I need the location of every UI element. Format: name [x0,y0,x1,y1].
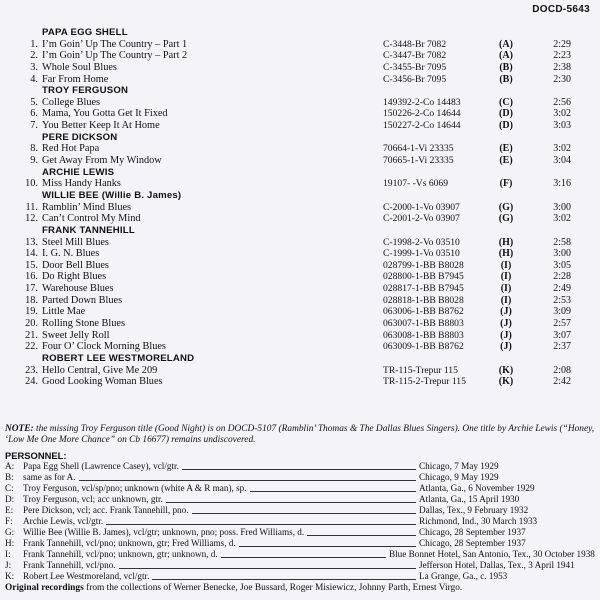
track-session-letter: (A) [499,38,513,50]
track-title: Far From Home [42,73,109,85]
personnel-label: C: [5,483,14,493]
personnel-row [5,560,595,571]
track-title: Sweet Jelly Roll [42,329,110,341]
personnel-row [5,538,595,549]
track-session-letter: (I) [500,294,512,306]
artist-heading-row [0,85,600,97]
track-title: Four O’ Clock Morning Blues [42,341,166,353]
personnel-row [5,472,595,483]
track-number: 16. [25,271,38,283]
track-duration: 2:37 [553,341,571,353]
track-row [0,108,600,120]
personnel-row [5,549,595,560]
leader-line [106,524,416,525]
track-session-letter: (H) [498,248,514,260]
track-matrix: 063008-1-BB B8803 [383,329,464,341]
track-matrix: 063009-1-BB B8762 [383,341,464,353]
track-title: Ramblin’ Mind Blues [42,201,132,213]
track-matrix: C-1999-1-Vo 03510 [383,248,460,260]
artist-name: PAPA EGG SHELL [42,27,128,38]
track-title: Parted Down Blues [42,294,123,306]
track-duration: 3:16 [553,178,571,190]
track-matrix: 19107- -Vs 6069 [383,178,449,190]
personnel-row [5,494,595,505]
track-session-letter: (J) [500,341,512,353]
track-number: 3. [30,61,38,73]
track-matrix: 063006-1-BB B8762 [383,306,464,318]
leader-line [152,579,416,580]
track-row [0,376,600,388]
track-duration: 2:49 [553,283,571,295]
track-number: 2. [30,50,38,62]
track-number: 12. [25,213,38,225]
track-duration: 2:42 [553,376,571,388]
track-row [0,39,600,51]
track-title: Rolling Stone Blues [42,318,125,330]
track-row [0,120,600,132]
track-duration: 2:58 [553,236,571,248]
original-recordings-text: from the collections of Werner Benecke, Joe Bussard, Roger Misiewicz, Johnny Parth, Ernest Virgo. [83,583,463,593]
track-row [0,97,600,109]
track-session-letter: (G) [498,201,514,213]
track-matrix: 028817-1-BB B7945 [383,283,464,295]
track-matrix: TR-115-Trepur 115 [383,364,458,376]
track-session-letter: (B) [499,73,513,85]
track-duration: 2:29 [553,38,571,50]
original-recordings-credit [5,583,462,593]
artist-name: PERE DICKSON [42,131,118,143]
track-matrix: 150227-2-Co 14644 [383,120,461,132]
note-text: the missing Troy Ferguson title (Good Night) is on DOCD-5107 (Ramblin’ Thomas & The Dallas Blues Singers). One title by Archie Lewis (“Honey, ‘Low Me One More Chance” on Cb 16677) remains undiscovered. [5,424,595,445]
track-matrix: TR-115-2-Trepur 115 [383,376,466,388]
track-list [0,27,600,388]
artist-heading-row [0,225,600,237]
note-paragraph [5,424,595,446]
track-number: 1. [30,38,38,50]
track-number: 24. [25,376,38,388]
track-row [0,295,600,307]
personnel-description: Papa Egg Shell (Lawrence Casey), vcl/gtr. [23,461,179,471]
personnel-row [5,461,595,472]
track-session-letter: (H) [498,236,514,248]
personnel-date-place: Jefferson Hotel, Dallas, Tex., 3 April 1941 [419,560,575,570]
personnel-description: Frank Tannehill, vcl/pno; unknown, gtr; Fred Williams, d. [23,538,236,548]
track-duration: 2:56 [553,96,571,108]
track-row [0,306,600,318]
catalog-number: DOCD-5643 [532,4,590,15]
track-title: I. G. N. Blues [42,248,100,260]
track-number: 18. [25,294,38,306]
track-title: Miss Handy Hanks [42,178,121,190]
track-title: I’m Goin’ Up The Country – Part 2 [42,50,188,62]
personnel-row [5,505,595,516]
personnel-row [5,516,595,527]
track-session-letter: (I) [500,271,512,283]
artist-name: ARCHIE LEWIS [42,166,115,178]
track-matrix: 150226-2-Co 14644 [383,108,461,120]
track-row [0,271,600,283]
track-session-letter: (C) [499,96,513,108]
track-number: 20. [25,318,38,330]
personnel-description: Willie Bee (Willie B. James), vcl/gtr; unknown, pno; poss. Fred Williams, d. [23,527,305,537]
leader-line [182,469,416,470]
personnel-date-place: Chicago, 28 September 1937 [419,527,526,537]
track-title: Warehouse Blues [42,283,114,295]
track-duration: 3:00 [553,248,571,260]
leader-line [239,546,416,547]
artist-name: ROBERT LEE WESTMORELAND [42,352,195,364]
track-row [0,341,600,353]
track-title: Little Mae [42,306,86,318]
personnel-date-place: Atlanta, Ga., 15 April 1930 [419,494,520,504]
track-duration: 3:05 [553,259,571,271]
track-session-letter: (E) [499,155,513,167]
track-duration: 2:30 [553,73,571,85]
track-title: Hello Central, Give Me 209 [42,364,158,376]
track-matrix: C-3455-Br 7095 [383,61,447,73]
leader-line [192,513,416,514]
personnel-description: Frank Tannehill, vcl/pno; unknown, gtr; unknown, d. [23,549,218,559]
personnel-label: B: [5,472,14,482]
leader-line [119,568,416,569]
personnel-date-place: Chicago, 9 May 1929 [419,472,499,482]
track-session-letter: (G) [498,213,514,225]
track-duration: 3:02 [553,108,571,120]
track-row [0,143,600,155]
personnel-description: Troy Ferguson, vcl/sp/pno; unknown (white A & R man), sp. [23,483,247,493]
track-number: 23. [25,364,38,376]
personnel-description: Troy Ferguson, vcl; acc unknown, gtr. [23,494,163,504]
track-matrix: C-2000-1-Vo 03907 [383,201,460,213]
track-session-letter: (J) [500,318,512,330]
track-row [0,202,600,214]
personnel-label: D: [5,494,15,504]
artist-name: WILLIE BEE (Willie B. James) [42,189,182,201]
personnel-date-place: Richmond, Ind., 30 March 1933 [419,516,538,526]
track-number: 19. [25,306,38,318]
personnel-label: I: [5,549,11,559]
personnel-description: Pere Dickson, vcl; acc. Frank Tannehill, pno. [23,505,189,515]
personnel-date-place: La Grange, Ga., c. 1953 [419,571,508,581]
artist-heading-row [0,132,600,144]
track-number: 22. [25,341,38,353]
track-row [0,213,600,225]
track-title: Red Hot Papa [42,143,100,155]
track-matrix: 149392-2-Co 14483 [383,96,461,108]
track-session-letter: (I) [500,259,512,271]
track-duration: 2:23 [553,50,571,62]
track-session-letter: (I) [500,283,512,295]
track-row [0,260,600,272]
track-matrix: C-2001-2-Vo 03907 [383,213,460,225]
track-session-letter: (A) [499,50,513,62]
personnel-label: G: [5,527,15,537]
personnel-date-place: Chicago, 7 May 1929 [419,461,499,471]
personnel-row [5,571,595,582]
track-duration: 3:09 [553,306,571,318]
track-title: Door Bell Blues [42,259,109,271]
personnel-row [5,527,595,538]
track-duration: 3:03 [553,120,571,132]
personnel-description: Archie Lewis, vcl/gtr. [23,516,104,526]
personnel-row [5,483,595,494]
track-title: You Better Keep It At Home [42,120,160,132]
original-recordings-label: Original recordings [5,583,84,593]
personnel-date-place: Atlanta, Ga., 6 November 1929 [419,483,535,493]
track-row [0,283,600,295]
track-number: 7. [30,120,38,132]
personnel-description: Robert Lee Westmoreland, vcl/gtr. [23,571,150,581]
track-session-letter: (K) [498,364,514,376]
track-number: 13. [25,236,38,248]
personnel-label: F: [5,516,13,526]
track-duration: 2:53 [553,294,571,306]
track-row [0,318,600,330]
track-duration: 2:28 [553,271,571,283]
track-number: 5. [30,96,38,108]
track-title: Do Right Blues [42,271,107,283]
track-title: Can’t Control My Mind [42,213,141,225]
track-duration: 3:07 [553,329,571,341]
artist-name: TROY FERGUSON [42,85,129,97]
leader-line [166,502,416,503]
track-session-letter: (K) [498,376,514,388]
personnel-description: same as for A. [23,472,76,482]
track-duration: 2:08 [553,364,571,376]
track-matrix: C-3456-Br 7095 [383,73,447,85]
track-title: Good Looking Woman Blues [42,376,163,388]
personnel-label: H: [5,538,15,548]
personnel-label: A: [5,461,15,471]
track-matrix: 028800-1-BB B7945 [383,271,464,283]
track-matrix: C-3447-Br 7082 [383,50,447,62]
track-row [0,50,600,62]
artist-heading-row [0,190,600,202]
track-duration: 3:00 [553,201,571,213]
track-number: 15. [25,259,38,271]
track-session-letter: (B) [499,61,513,73]
track-session-letter: (E) [499,143,513,155]
note-label: NOTE: [5,424,34,434]
track-title: Whole Soul Blues [42,61,117,73]
track-row [0,237,600,249]
track-row [0,365,600,377]
personnel-label: E: [5,505,14,515]
personnel-description: Frank Tannehill, vcl/pno. [23,560,116,570]
track-row [0,248,600,260]
track-row [0,178,600,190]
track-number: 11. [25,201,38,213]
track-title: Mama, You Gotta Get It Fixed [42,108,168,120]
artist-heading-row [0,27,600,39]
track-duration: 2:57 [553,318,571,330]
track-matrix: C-3448-Br 7082 [383,38,447,50]
track-matrix: 063007-1-BB B8803 [383,318,464,330]
track-title: I’m Goin’ Up The Country – Part 1 [42,38,188,50]
personnel-date-place: Chicago, 28 September 1937 [419,538,526,548]
track-duration: 3:04 [553,155,571,167]
track-number: 6. [30,108,38,120]
track-matrix: 028799-1-BB B8028 [383,259,464,271]
track-duration: 2:38 [553,61,571,73]
track-matrix: C-1998-2-Vo 03510 [383,236,460,248]
track-matrix: 028818-1-BB B8028 [383,294,464,306]
track-session-letter: (J) [500,306,512,318]
track-matrix: 70665-1-Vi 23335 [383,155,454,167]
track-number: 14. [25,248,38,260]
track-duration: 3:02 [553,143,571,155]
leader-line [307,535,416,536]
track-row [0,74,600,86]
track-number: 10. [25,178,38,190]
track-title: Get Away From My Window [42,155,162,167]
personnel-label: K: [5,571,15,581]
track-number: 17. [25,283,38,295]
track-session-letter: (F) [499,178,513,190]
track-session-letter: (D) [499,108,513,120]
artist-heading-row [0,167,600,179]
artist-name: FRANK TANNEHILL [42,224,135,236]
leader-line [221,557,386,558]
track-row [0,155,600,167]
track-duration: 3:02 [553,213,571,225]
personnel-date-place: Blue Bonnet Hotel, San Antonio, Tex., 30 October 1938 [389,549,595,559]
track-title: Steel Mill Blues [42,236,109,248]
track-session-letter: (D) [499,120,513,132]
track-number: 4. [30,73,38,85]
personnel-date-place: Dallas, Tex., 9 February 1932 [419,505,529,515]
personnel-list [5,461,595,582]
personnel-label: J: [5,560,12,570]
personnel-heading: PERSONNEL: [5,450,67,461]
track-row [0,62,600,74]
artist-heading-row [0,353,600,365]
track-row [0,330,600,342]
track-session-letter: (J) [500,329,512,341]
leader-line [250,491,416,492]
leader-line [79,480,416,481]
track-number: 8. [30,143,38,155]
track-matrix: 70664-1-Vi 23335 [383,143,454,155]
track-number: 9. [30,155,38,167]
track-number: 21. [25,329,38,341]
track-title: College Blues [42,96,101,108]
